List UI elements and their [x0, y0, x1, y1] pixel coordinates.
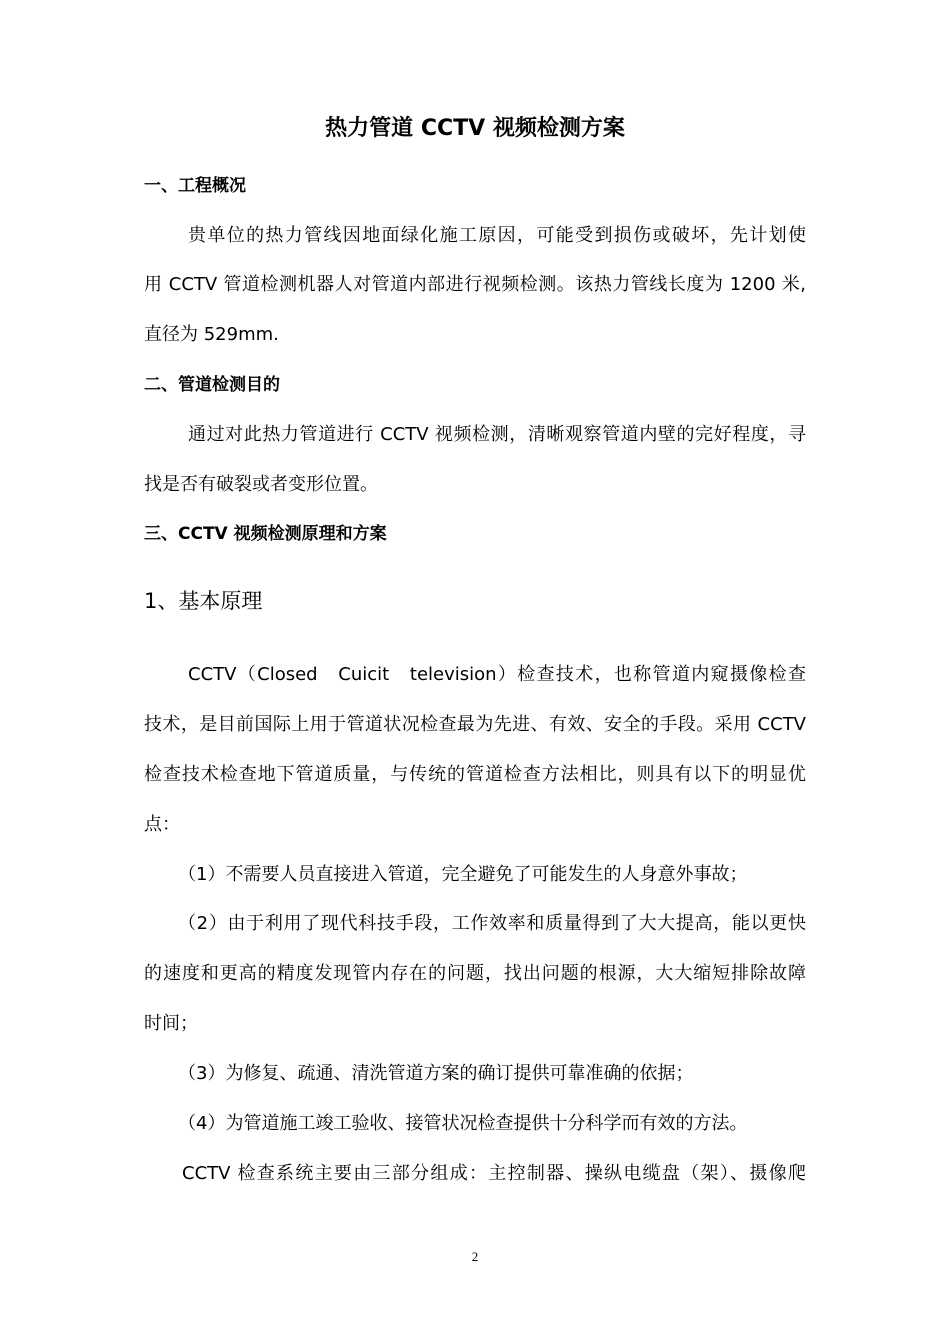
- paragraph-line: 点：: [144, 814, 180, 835]
- list-item: （3）为修复、疏通、清洗管道方案的确订提供可靠准确的依据；: [178, 1063, 694, 1084]
- list-item: （4）为管道施工竣工验收、接管状况检查提供十分科学而有效的方法。: [178, 1113, 748, 1134]
- page-number: 2: [471, 1249, 479, 1264]
- section-heading-overview: 一、工程概况: [144, 176, 246, 196]
- section-heading-purpose: 二、管道检测目的: [144, 375, 280, 395]
- paragraph-line: CCTV（Closed Cuicit television）检查技术，也称管道内窥摄像检查: [188, 664, 806, 685]
- paragraph-line: 的速度和更高的精度发现管内存在的问题，找出问题的根源，大大缩短排除故障: [144, 963, 806, 984]
- paragraph-line: CCTV 检查系统主要由三部分组成：主控制器、操纵电缆盘（架）、摄像爬: [182, 1163, 806, 1184]
- paragraph-line: 时间；: [144, 1013, 198, 1034]
- list-item: （1）不需要人员直接进入管道，完全避免了可能发生的人身意外事故；: [178, 864, 748, 885]
- list-item: （2）由于利用了现代科技手段，工作效率和质量得到了大大提高，能以更快: [178, 913, 806, 934]
- paragraph-line: 直径为 529mm.: [144, 324, 279, 345]
- document-title: 热力管道 CCTV 视频检测方案: [325, 116, 625, 141]
- paragraph-line: 贵单位的热力管线因地面绿化施工原因，可能受到损伤或破坏，先计划使: [188, 225, 806, 246]
- paragraph-line: 技术，是目前国际上用于管道状况检查最为先进、有效、安全的手段。采用 CCTV: [144, 714, 806, 735]
- paragraph-line: 找是否有破裂或者变形位置。: [144, 474, 378, 495]
- subsection-heading-basic-principle: 1、基本原理: [144, 589, 263, 613]
- paragraph-line: 用 CCTV 管道检测机器人对管道内部进行视频检测。该热力管线长度为 1200 米,: [144, 274, 806, 295]
- paragraph-line: 通过对此热力管道进行 CCTV 视频检测，清晰观察管道内壁的完好程度，寻: [188, 424, 806, 445]
- section-heading-principle: 三、CCTV 视频检测原理和方案: [144, 524, 387, 544]
- paragraph-line: 检查技术检查地下管道质量，与传统的管道检查方法相比，则具有以下的明显优: [144, 764, 806, 785]
